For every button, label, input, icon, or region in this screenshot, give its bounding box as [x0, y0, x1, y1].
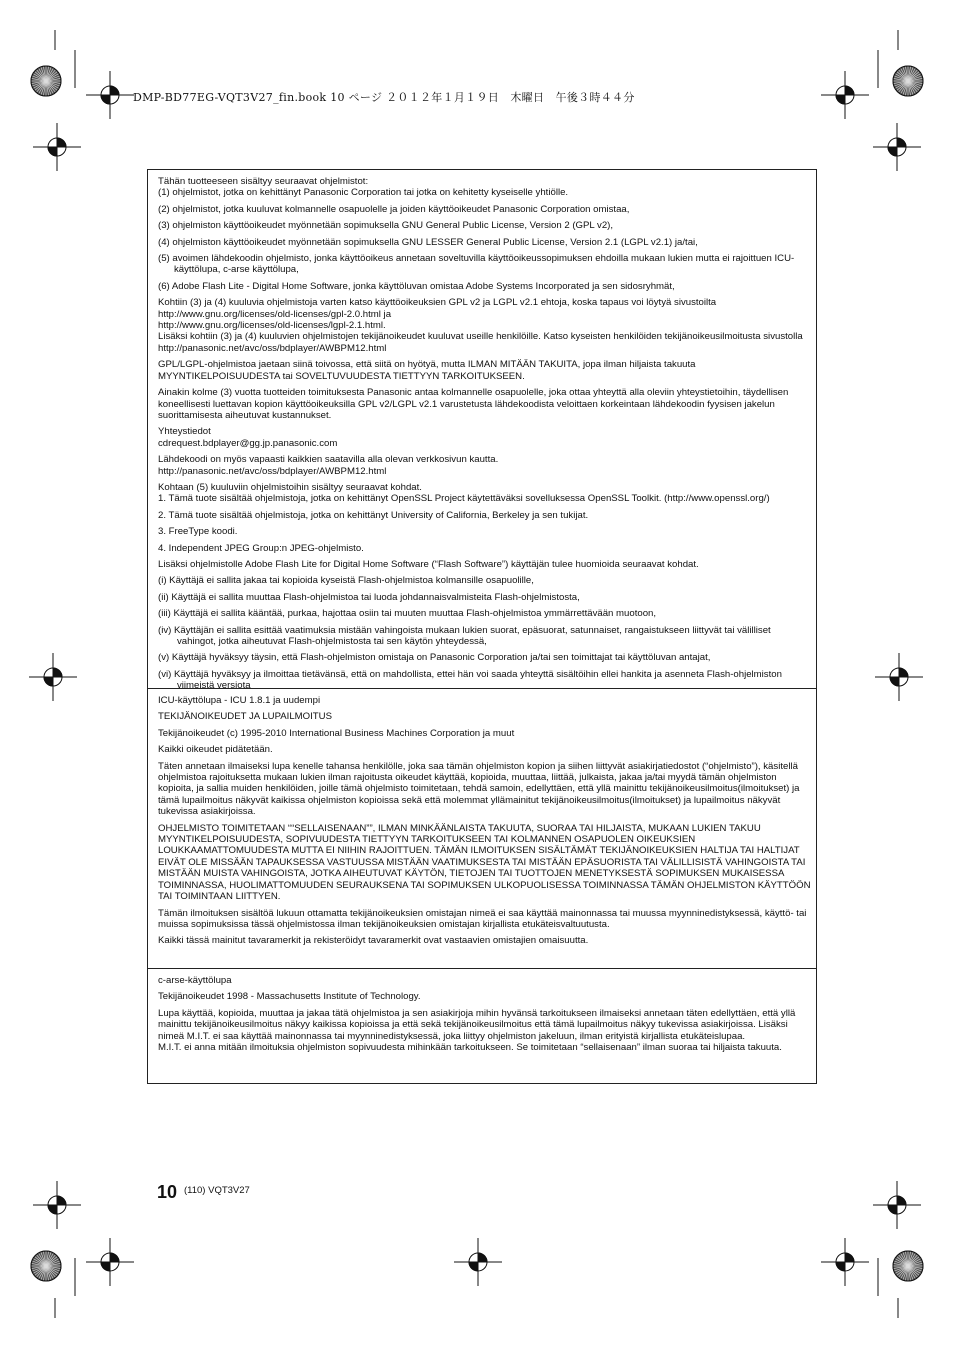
lgpl-link[interactable]: http://www.gnu.org/licenses/old-licenses/lgpl-2.1.html.	[158, 320, 386, 332]
intro-text: Tähän tuotteeseen sisältyy seuraavat ohjelmistot:	[158, 176, 369, 187]
registration-crosshair-icon	[29, 653, 77, 701]
roman-item: (iv) Käyttäjän ei sallita esittää vaatimuksia mistään vahingoista mukaan lukien suorat, epäsuorat, satunnaiset, rangaistukseen liittyvät tai välilliset vahingot, jotka aiheutuvat Flash-ohjelmistosta tai sen käytön yhteydessä,	[158, 624, 771, 647]
registration-rosette-icon	[893, 1251, 923, 1281]
registration-crosshair-icon	[33, 123, 81, 171]
c-arse-disclaimer: M.I.T. ei anna mitään ilmoituksia ohjelmiston sopivuudesta mihinkään tarkoitukseen. Se toimitetaan “sellaisenaan” ilman suoraa tai hiljaista takuuta.	[158, 1042, 782, 1054]
contact-email[interactable]: cdrequest.bdplayer@gg.jp.panasonic.com	[158, 437, 338, 449]
registration-crosshair-icon	[86, 1238, 134, 1286]
registration-crosshair-icon	[33, 1181, 81, 1229]
list-item: (5) avoimen lähdekoodin ohjelmisto, jonka käyttöoikeus annetaan soveltuvilla käyttöoikeussopimuksen ehdoilla mukaan lukien mutta ei rajoittuen ICU-käyttölupa, c-arse käyttölupa,	[158, 253, 795, 276]
icu-title: ICU-käyttölupa - ICU 1.8.1 ja uudempi	[158, 695, 321, 706]
roman-item: (ii) Käyttäjä ei sallita muuttaa Flash-ohjelmistoa tai luoda johdannaisvalmisteita Flash-ohjelmistosta,	[158, 591, 580, 603]
registration-crosshair-icon	[821, 71, 869, 119]
registration-crosshair-icon	[873, 123, 921, 171]
software-license-box	[147, 169, 817, 692]
flash-intro: Lisäksi ohjelmistolle Adobe Flash Lite for Digital Home Software (“Flash Software”) käyttäjän tulee huomioida seuraavat kohdat.	[158, 558, 699, 570]
numbered-item: 4. Independent JPEG Group:n JPEG-ohjelmisto.	[158, 542, 364, 554]
c-arse-title: c-arse-käyttölupa	[158, 975, 232, 986]
numbered-item: 3. FreeType koodi.	[158, 526, 238, 538]
numbered-item: 2. Tämä tuote sisältää ohjelmistoja, jotka on kehittänyt University of California, Berkeley ja sen tukijat.	[158, 509, 589, 521]
warranty-text: GPL/LGPL-ohjelmistoa jaetaan siinä toivossa, että siitä on hyötyä, mutta ILMAN MITÄÄN TAKUITA, jopa ilman hiljaista takuuta MYYNTIKELPOISUUDESTA tai SOVELTUVUUDESTA TIETTYYN TARKOITUKSEEN.	[158, 359, 696, 382]
registration-rosette-icon	[893, 66, 923, 96]
registration-crosshair-icon	[454, 1238, 502, 1286]
numbered-item: 1. Tämä tuote sisältää ohjelmistoja, jotka on kehittänyt OpenSSL Project käytettäväksi sovelluksessa OpenSSL Toolkit. (http://www.openssl.org/)	[158, 493, 770, 505]
list-item: (3) ohjelmiston käyttöoikeudet myönnetään sopimuksella GNU General Public License, Version 2 (GPL v2),	[158, 220, 614, 232]
list-item: (4) ohjelmiston käyttöoikeudet myönnetään sopimuksella GNU LESSER General Public License, Version 2.1 (LGPL v2.1) ja/tai,	[158, 236, 698, 248]
page-reference: (110) VQT3V27	[184, 1185, 250, 1196]
list-item: (6) Adobe Flash Lite - Digital Home Software, jonka käyttöluvan omistaa Adobe Systems Incorporated ja sen sidosryhmät,	[158, 280, 675, 292]
registration-crosshair-icon	[873, 1181, 921, 1229]
page-number: 10	[157, 1182, 178, 1202]
icu-license-box	[147, 688, 817, 969]
contact-label: Yhteystiedot	[158, 426, 211, 438]
file-info-header: DMP-BD77EG-VQT3V27_fin.book 10 ページ ２０１２年１月１９日 木曜日 午後３時４４分	[133, 91, 635, 104]
icu-copyright: Tekijänoikeudet (c) 1995-2010 International Business Machines Corporation ja muut	[158, 727, 515, 739]
icu-rights: Kaikki oikeudet pidätetään.	[158, 744, 273, 756]
source-offer-text: Ainakin kolme (3) vuotta tuotteiden toimituksesta Panasonic antaa kolmannelle osapuolelle, joka ottaa yhteyttä alla oleviin yhteystietoihin, täydellisen koneellisesti luettavan kopion käyttöoikeuksilla GPL v2/LGPL v2.1 varustetusta lähdekoodista veloittaen korkeintaan lähdekoodin fyysisen jakelun suorittamisesta aiheutuvat kustannukset.	[158, 387, 789, 421]
icu-permission: Täten annetaan ilmaiseksi lupa kenelle tahansa henkilölle, joka saa tämän ohjelmiston kopion ja siihen liittyvät asiakirjatiedostot (“ohjelmisto”), käsitellä ohjelmistoa rajoituksetta mukaan lukien ilman rajoitusta oikeudet käyttää, kopioida, muuttaa, liittää, julkaista, jakaa ja/tai myydä tämän ohjelmiston kopioita, ja sallia muiden henkilöiden, joille tämä ohjelmisto toimitetaan, tehdä samoin, edellyttäen, että yllä mainittu tekijänoikeusilmoitus(ilmoitukset) ja tämä lupailmoitus näkyvät kaikissa ohjelmiston kopioissa sekä että molemmat yllämainitut tekijänoikeusilmoitus(ilmoitukset) ja lupailmoitus näkyvät tukevissa asiakirjoissa.	[158, 760, 800, 818]
gpl-link[interactable]: http://www.gnu.org/licenses/old-licenses/gpl-2.0.html ja	[158, 308, 392, 320]
icu-heading: TEKIJÄNOIKEUDET JA LUPAILMOITUS	[158, 711, 332, 723]
roman-item: (iii) Käyttäjä ei sallita kääntää, purkaa, hajottaa osiin tai muuten muuttaa Flash-ohjelmistoa ymmärrettävään muotoon,	[158, 608, 657, 620]
source-free-text: Lähdekoodi on myös vapaasti kaikkien saatavilla alla olevan verkkosivun kautta.	[158, 454, 499, 466]
registration-crosshair-icon	[875, 653, 923, 701]
icu-trademarks: Kaikki tässä mainitut tavaramerkit ja rekisteröidyt tavaramerkit ovat vastaavien omistajien omaisuutta.	[158, 935, 589, 947]
c-arse-permission: Lupa käyttää, kopioida, muuttaa ja jakaa tätä ohjelmistoa ja sen asiakirjoja mihin hyvänsä tarkoitukseen ilmaiseksi annetaan täten edellyttäen, että yllä mainittu tekijänoikeusilmoitus näkyy kaikissa kopioissa ja että sekä tekijänoikeusilmoitus että tämä lupailmoitus näkyy tukevissa asiakirjoissa. Lisäksi nimeä M.I.T. ei saa käyttää mainonnassa tai myynninedistyksessä, joka liittyy ohjelmiston jakeluun, ilman erityistä kirjallista etukäteislupaa.	[158, 1007, 796, 1042]
list-item: (2) ohjelmistot, jotka kuuluvat kolmannelle osapuolelle ja joiden käyttöoikeudet Panasonic Corporation omistaa,	[158, 203, 630, 215]
list-item: (1) ohjelmistot, jotka on kehittänyt Panasonic Corporation tai jotka on kehitetty kyseiselle yhtiölle.	[158, 187, 569, 199]
c-arse-copyright: Tekijänoikeudet 1998 - Massachusetts Institute of Technology.	[158, 991, 421, 1003]
c-arse-license-box	[147, 968, 817, 1084]
roman-item: (vi) Käyttäjä hyväksyy ja ilmoittaa tietävänsä, että on mahdollista, ettei hän voi saada yhteyttä sisältöihin ellei hankita ja asenneta Flash-ohjelmiston viimeistä versiota	[158, 668, 782, 692]
registration-crosshair-icon	[821, 1238, 869, 1286]
copyright-note: Lisäksi kohtiin (3) ja (4) kuuluvien ohjelmistojen tekijänoikeudet kuuluvat useille henkilöille. Katso kyseisten henkilöiden tekijänoikeusilmoitusta sivustolla	[158, 331, 803, 343]
license-links-intro: Kohtiin (3) ja (4) kuuluvia ohjelmistoja varten katso käyttöoikeuksien GPL v2 ja LGPL v2.1 ehtoja, koska tapaus voi löytyä sivustoilta	[158, 297, 717, 309]
oss-link[interactable]: http://panasonic.net/avc/oss/bdplayer/AWBPM12.html	[158, 465, 387, 477]
item5-intro: Kohtaan (5) kuuluviin ohjelmistoihin sisältyy seuraavat kohdat.	[158, 481, 422, 493]
roman-item: (i) Käyttäjä ei sallita jakaa tai kopioida kyseistä Flash-ohjelmistoa kolmansille osapuolille,	[158, 575, 534, 587]
icu-name-use: Tämän ilmoituksen sisältöä lukuun ottamatta tekijänoikeuksien omistajan nimeä ei saa käyttää mainonnassa tai muussa myynninedistyksessä, käyttö- tai muissa sopimuksissa tässä ohjelmistossa ilman tekijänoikeuksien omistajan kirjallista etukäteisvaltuutusta.	[158, 907, 807, 930]
registration-rosette-icon	[31, 1251, 61, 1281]
registration-crosshair-icon	[86, 71, 134, 119]
registration-rosette-icon	[31, 66, 61, 96]
icu-disclaimer: OHJELMISTO TOIMITETAAN ““SELLAISENAAN””, ILMAN MINKÄÄNLAISTA TAKUUTA, SUORAA TAI HILJAISTA, MUKAAN LUKIEN TAKUU MYYNTIKELPOISUUDESTA, SOPIVUUDESTA TIETTYYN TARKOITUKSEEN TAI KOLMANNEN OSAPUOLEN OIKEUKSIEN LOUKKAAMATTOMUUDESTA MUTTA EI NIIHIN RAJOITTUEN. TÄMÄN ILMOITUKSEN SISÄLTÄMÄT TEKIJÄNOIKEUKSIEN HALTIJA TAI HALTIJAT EIVÄT OLE MISSÄÄN TAPAUKSESSA VASTUUSSA MISTÄÄN VAATIMUKSESTA TAI MISTÄÄN EPÄSUORISTA TAI VÄLILLISISTÄ VAHINGOISTA TAI MISTÄÄN MUISTA VAHINGOISTA, JOTKA AIHEUTUVAT KÄYTÖN, TIETOJEN TAI TUOTTOJEN MENETYKSESTÄ SOPIMUKSEN MUKAISESSA TOIMINNASSA, HUOLIMATTOMUUDEN SEURAUKSENA TAI SOPIMUKSEN ULKOPUOLISESSA TOIMINNASSA TÄMÄN OHJELMISTON KÄYTTÖÖN TAI TOIMINTAAN LIITTYEN.	[158, 822, 811, 903]
roman-item: (v) Käyttäjä hyväksyy täysin, että Flash-ohjelmiston omistaja on Panasonic Corporation ja/tai sen toimittajat tai käyttöluvan antajat,	[158, 652, 711, 664]
oss-link[interactable]: http://panasonic.net/avc/oss/bdplayer/AWBPM12.html	[158, 342, 387, 354]
